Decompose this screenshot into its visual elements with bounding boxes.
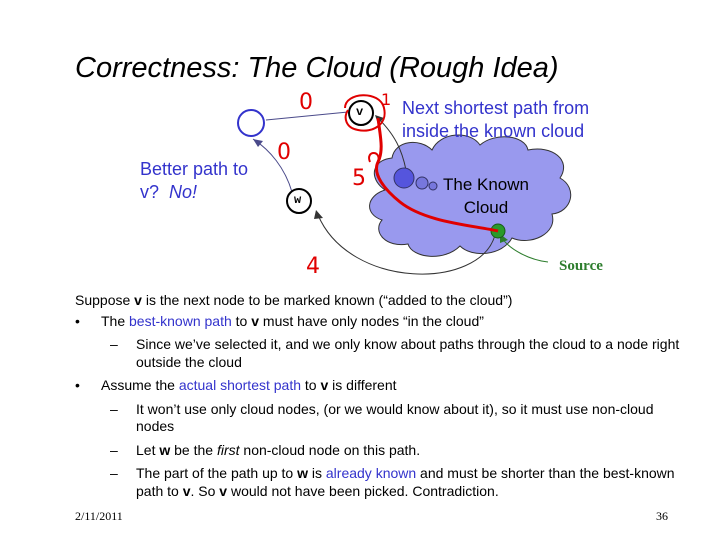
better-path-no: No! xyxy=(169,182,198,202)
slide-body xyxy=(75,292,685,500)
next-shortest-line2: inside the known cloud xyxy=(402,121,585,141)
next-shortest-label xyxy=(402,97,589,143)
sub-bullet-contradiction: – The part of the path up to w is already known and must be shorter than the best-known path to v. So v would not have been picked. Contradiction. xyxy=(110,465,675,499)
better-path-question: v? xyxy=(140,182,160,202)
cloud-node-large xyxy=(394,168,414,188)
hand-five: 5 xyxy=(352,166,366,191)
top-node xyxy=(238,110,264,136)
sub-bullet-non-cloud: – It won’t use only cloud nodes, (or we would know about it), so it must use non-cloud nodes xyxy=(110,400,654,434)
hand-four: 4 xyxy=(306,254,320,279)
hand-one: 1 xyxy=(381,90,392,109)
cloud-label-line2: Cloud xyxy=(463,198,509,217)
slide-title: Correctness: The Cloud (Rough Idea) xyxy=(75,52,559,84)
better-path-line1: Better path to xyxy=(140,159,249,179)
node-w-label: w xyxy=(294,193,302,207)
hand-zero-top: 0 xyxy=(299,90,313,115)
intro-paragraph: Suppose v is the next node to be marked known (“added to the cloud”) xyxy=(75,292,513,308)
cloud-node-small xyxy=(416,177,428,189)
next-shortest-line1: Next shortest path from xyxy=(402,98,590,118)
cloud-node-tiny xyxy=(429,182,437,190)
cloud-label-line1: The Known xyxy=(443,175,529,194)
better-path-line2 xyxy=(140,181,248,204)
sub-bullet-selected: – Since we’ve selected it, and we only know about paths through the cloud to a node right outside the cloud xyxy=(110,336,680,370)
sub-bullet-let-w: – Let w be the first non-cloud node on this path. xyxy=(110,441,421,458)
footer-date: 2/11/2011 xyxy=(75,509,123,523)
hand-zero-mid: 0 xyxy=(277,140,291,165)
page-number: 36 xyxy=(656,509,668,523)
cloud-label xyxy=(437,173,535,219)
bullet-actual-shortest: • Assume the actual shortest path to v is different xyxy=(75,377,397,393)
bullet-best-known: • The best-known path to v must have only nodes “in the cloud” xyxy=(75,312,484,329)
better-path-label xyxy=(140,158,248,204)
node-v-label: v xyxy=(356,105,364,119)
source-label: Source xyxy=(559,258,603,274)
